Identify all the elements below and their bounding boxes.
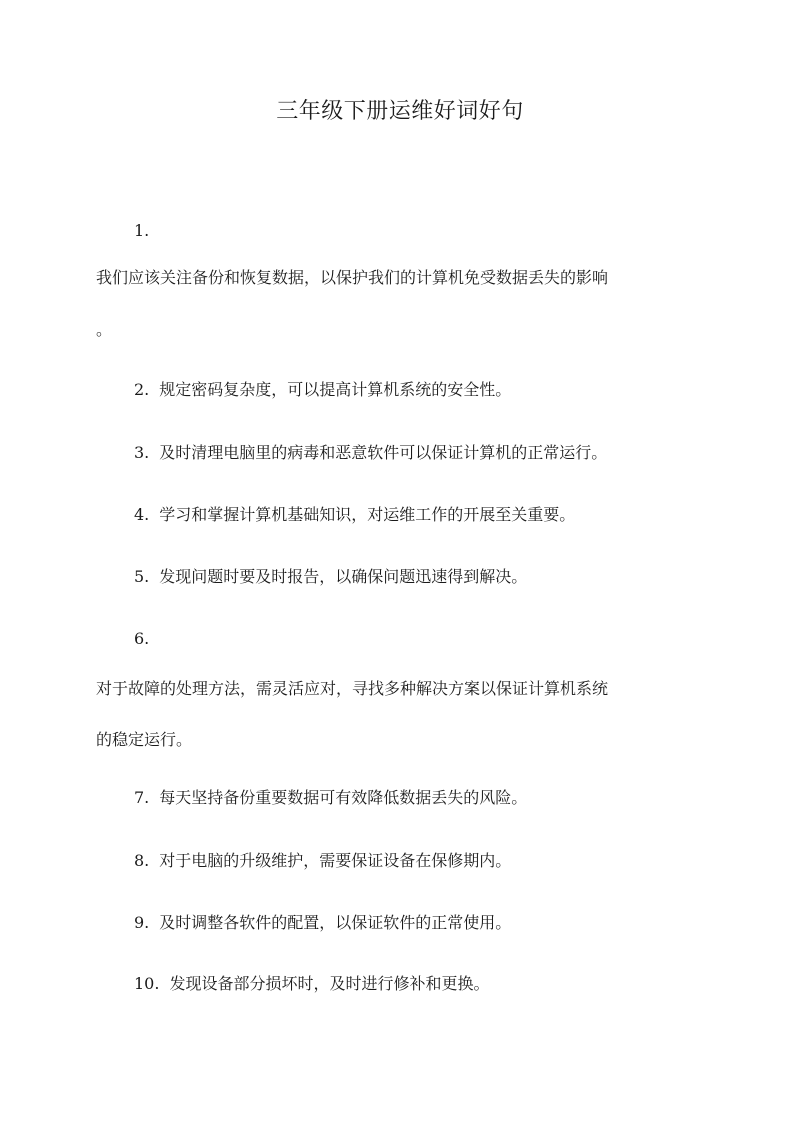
list-item-1-number: 1. <box>134 221 150 240</box>
list-item-number: 5. <box>134 567 150 586</box>
list-item-1-text-line-1: 我们应该关注备份和恢复数据，以保护我们的计算机免受数据丢失的影响 <box>96 268 609 287</box>
list-item-text: 对于电脑的升级维护，需要保证设备在保修期内。 <box>159 851 512 870</box>
list-item-6-text-line-2: 的稳定运行。 <box>96 730 193 749</box>
list-item-text: 发现问题时要及时报告，以确保问题迅速得到解决。 <box>159 567 528 586</box>
list-item-number: 2. <box>134 380 150 399</box>
list-item-text: 每天坚持备份重要数据可有效降低数据丢失的风险。 <box>159 788 528 807</box>
list-item-text: 学习和掌握计算机基础知识，对运维工作的开展至关重要。 <box>159 505 576 524</box>
list-item-text: 及时调整各软件的配置，以保证软件的正常使用。 <box>159 913 512 932</box>
list-item-number: 8. <box>134 851 150 870</box>
list-item-number: 7. <box>134 788 150 807</box>
list-item-number: 4. <box>134 505 150 524</box>
list-item-7 <box>134 786 527 810</box>
list-item-text: 规定密码复杂度，可以提高计算机系统的安全性。 <box>159 380 512 399</box>
list-item-2 <box>134 378 511 402</box>
list-item-text: 发现设备部分损坏时，及时进行修补和更换。 <box>169 974 490 993</box>
list-item-number: 9. <box>134 913 150 932</box>
list-item-6-text-line-1: 对于故障的处理方法，需灵活应对，寻找多种解决方案以保证计算机系统 <box>96 679 609 698</box>
list-item-number: 10. <box>134 974 160 993</box>
page-title: 三年级下册运维好词好句 <box>276 99 524 124</box>
list-item-10 <box>134 972 489 996</box>
list-item-8 <box>134 849 511 873</box>
list-item-number: 3. <box>134 443 150 462</box>
list-item-3 <box>134 441 607 465</box>
list-item-9 <box>134 911 511 935</box>
list-item-4 <box>134 503 575 527</box>
list-item-5 <box>134 565 527 589</box>
list-item-6-number: 6. <box>134 629 150 648</box>
list-item-text: 及时清理电脑里的病毒和恶意软件可以保证计算机的正常运行。 <box>159 443 608 462</box>
list-item-1-text-line-2: 。 <box>96 320 113 339</box>
